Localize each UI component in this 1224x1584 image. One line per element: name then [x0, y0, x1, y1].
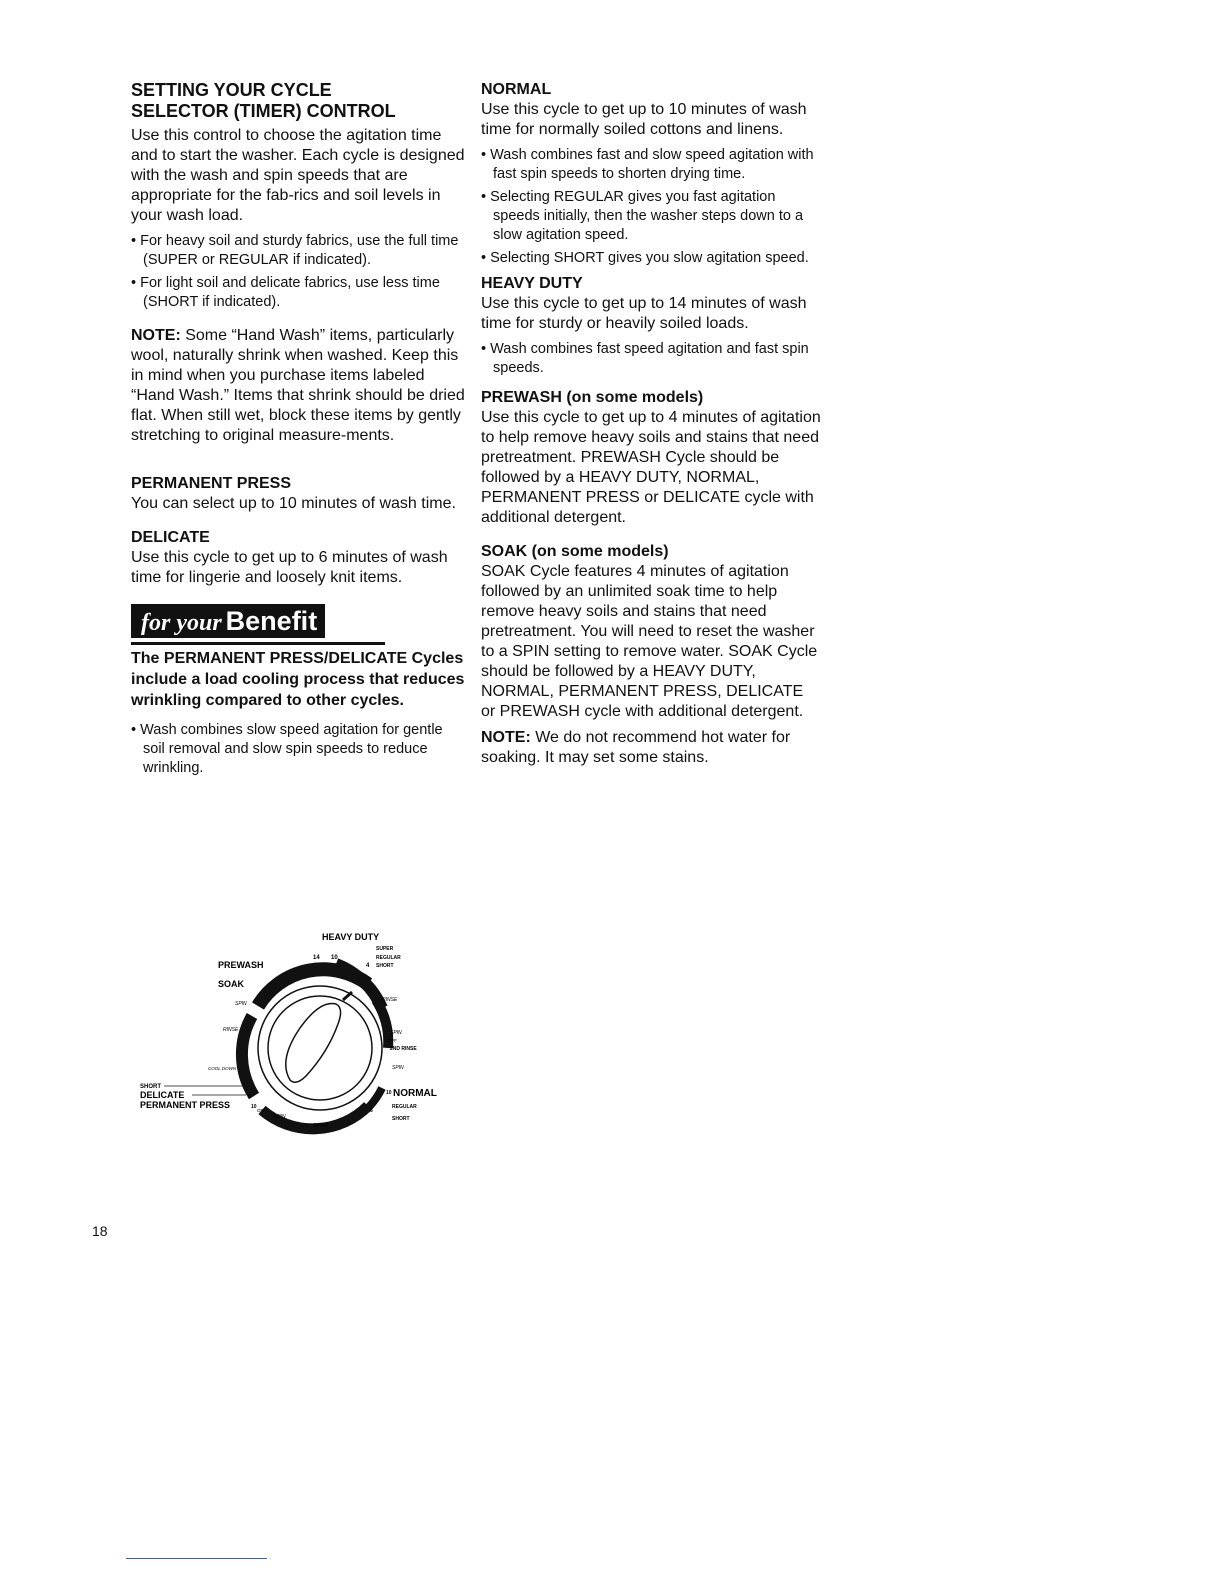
benefit-bullet: • Wash combines slow speed agitation for gentle soil removal and slow spin speeds to reduce wrinkling.: [131, 722, 443, 776]
benefit-word-text: Benefit: [225, 606, 318, 636]
normal-text: Use this cycle to get up to 10 minutes of wash time for normally soiled cottons and linens.: [481, 101, 807, 138]
footer-rule: [126, 1558, 267, 1559]
cycle-selector-dial-diagram: [130, 928, 460, 1138]
benefit-badge: [131, 604, 325, 638]
dial-arc-left: [242, 1016, 254, 1096]
benefit-heading: The PERMANENT PRESS/DELICATE Cycles include a load cooling process that reduces wrinkling compared to other cycles.: [131, 650, 465, 709]
dial-label-cool-down: COOL DOWN: [208, 1066, 237, 1071]
bullet-heavy-soil: • For heavy soil and sturdy fabrics, use the full time (SUPER or REGULAR if indicated).: [131, 233, 459, 268]
benefit-underline: [131, 642, 385, 645]
dial-num-4: 4: [366, 963, 370, 969]
permanent-press-text: You can select up to 10 minutes of wash time.: [131, 495, 456, 512]
dial-label-short: SHORT: [376, 963, 394, 969]
normal-bullet-3: • Selecting SHORT gives you slow agitation speed.: [481, 250, 809, 266]
delicate-title: DELICATE: [131, 529, 210, 546]
benefit-for-text: for your: [141, 610, 222, 636]
dial-label-off-left: OFF: [257, 1108, 266, 1113]
dial-label-spin-lower-right: SPIN: [392, 1065, 404, 1071]
dial-face: [258, 986, 382, 1110]
right-column: [481, 80, 821, 768]
section-title-line2: SELECTOR (TIMER) CONTROL: [131, 101, 396, 121]
note-paragraph: [131, 326, 466, 446]
dial-arc-bottom-right: [368, 1088, 382, 1108]
dial-label-off-right: OFF: [388, 1038, 397, 1043]
permanent-press-title: PERMANENT PRESS: [131, 475, 292, 492]
dial-label-spin-right: SPIN: [390, 1030, 402, 1036]
dial-num-6-left: 6: [248, 1094, 251, 1100]
normal-title: NORMAL: [481, 81, 552, 98]
left-column: [131, 80, 466, 778]
bullet-light-soil: • For light soil and delicate fabrics, use less time (SHORT if indicated).: [131, 275, 440, 310]
dial-label-super: SUPER: [376, 946, 394, 952]
dial-label-heavy-duty: HEAVY DUTY: [322, 932, 380, 942]
dial-label-rinse-bottom: RINSE: [313, 1123, 329, 1129]
soak-title: SOAK (on some models): [481, 543, 669, 560]
dial-num-10-left: 10: [251, 1104, 257, 1110]
dial-label-short-left: SHORT: [140, 1084, 161, 1090]
dial-label-rinse-left: RINSE: [223, 1027, 239, 1033]
dial-label-spin-left: SPIN: [235, 1001, 247, 1007]
dial-num-10: 10: [331, 955, 338, 961]
heavy-duty-text: Use this cycle to get up to 14 minutes of wash time for sturdy or heavily soiled loads.: [481, 295, 807, 332]
section-title-line1: SETTING YOUR CYCLE: [131, 80, 332, 100]
prewash-text: Use this cycle to get up to 4 minutes of agitation to help remove heavy soils and stains that need pretreatment. PREWASH Cycle should be followed by a HEAVY DUTY, NORMAL, PERMANENT PRESS or DELICATE cycle with additional detergent.: [481, 409, 821, 526]
dial-num-6-right: 6: [370, 1108, 373, 1114]
note-text: Some “Hand Wash” items, particularly wool, naturally shrink when washed. Keep this in mind when you purchase items labeled “Hand Wash.” Items that shrink should be dried flat. When still wet, block these items by gently stretching to original measure-ments.: [131, 327, 465, 444]
dial-label-soak: SOAK: [218, 979, 245, 989]
heavy-duty-bullet: • Wash combines fast speed agitation and fast spin speeds.: [481, 341, 809, 376]
dial-label-2nd-rinse: 2ND RINSE: [390, 1046, 417, 1052]
dial-label-regular: REGULAR: [376, 955, 401, 961]
prewash-title: PREWASH (on some models): [481, 389, 704, 406]
heavy-duty-title: HEAVY DUTY: [481, 275, 583, 292]
dial-num-10-right: 10: [386, 1090, 392, 1096]
dial-label-delicate: DELICATE: [140, 1090, 185, 1100]
dial-label-rinse-right: RINSE: [382, 997, 398, 1003]
normal-bullet-1: • Wash combines fast and slow speed agitation with fast spin speeds to shorten drying time.: [481, 147, 814, 182]
dial-label-permanent-press: PERMANENT PRESS: [140, 1100, 231, 1110]
soak-note-text: We do not recommend hot water for soaking. It may set some stains.: [481, 729, 791, 766]
dial-label-regular-low: REGULAR: [392, 1104, 417, 1110]
dial-label-spin-bottom: SPIN: [274, 1114, 286, 1120]
dial-label-normal: NORMAL: [393, 1088, 437, 1099]
dial-label-short-low: SHORT: [392, 1116, 410, 1122]
intro-paragraph: Use this control to choose the agitation time and to start the washer. Each cycle is designed with the wash and spin speeds that are appropriate for the fab-rics and soil levels in your wash load.: [131, 127, 465, 224]
page-number: 18: [92, 1223, 108, 1239]
soak-text: SOAK Cycle features 4 minutes of agitation followed by an unlimited soak time to help remove heavy soils and stains that need pretreatment. You will need to reset the washer to a SPIN setting to remove water. SOAK Cycle should be followed by a HEAVY DUTY, NORMAL, PERMANENT PRESS, DELICATE or PREWASH cycle with additional detergent.: [481, 563, 818, 720]
dial-num-14: 14: [313, 955, 320, 961]
soak-note-paragraph: [481, 728, 821, 768]
for-your-benefit-banner: [131, 604, 466, 648]
delicate-text: Use this cycle to get up to 6 minutes of wash time for lingerie and loosely knit items.: [131, 549, 448, 586]
normal-bullet-2: • Selecting REGULAR gives you fast agitation speeds initially, then the washer steps down to a slow agitation speed.: [481, 189, 804, 243]
dial-label-prewash: PREWASH: [218, 960, 264, 970]
soak-note-label: NOTE:: [481, 729, 531, 746]
note-label: NOTE:: [131, 327, 181, 344]
